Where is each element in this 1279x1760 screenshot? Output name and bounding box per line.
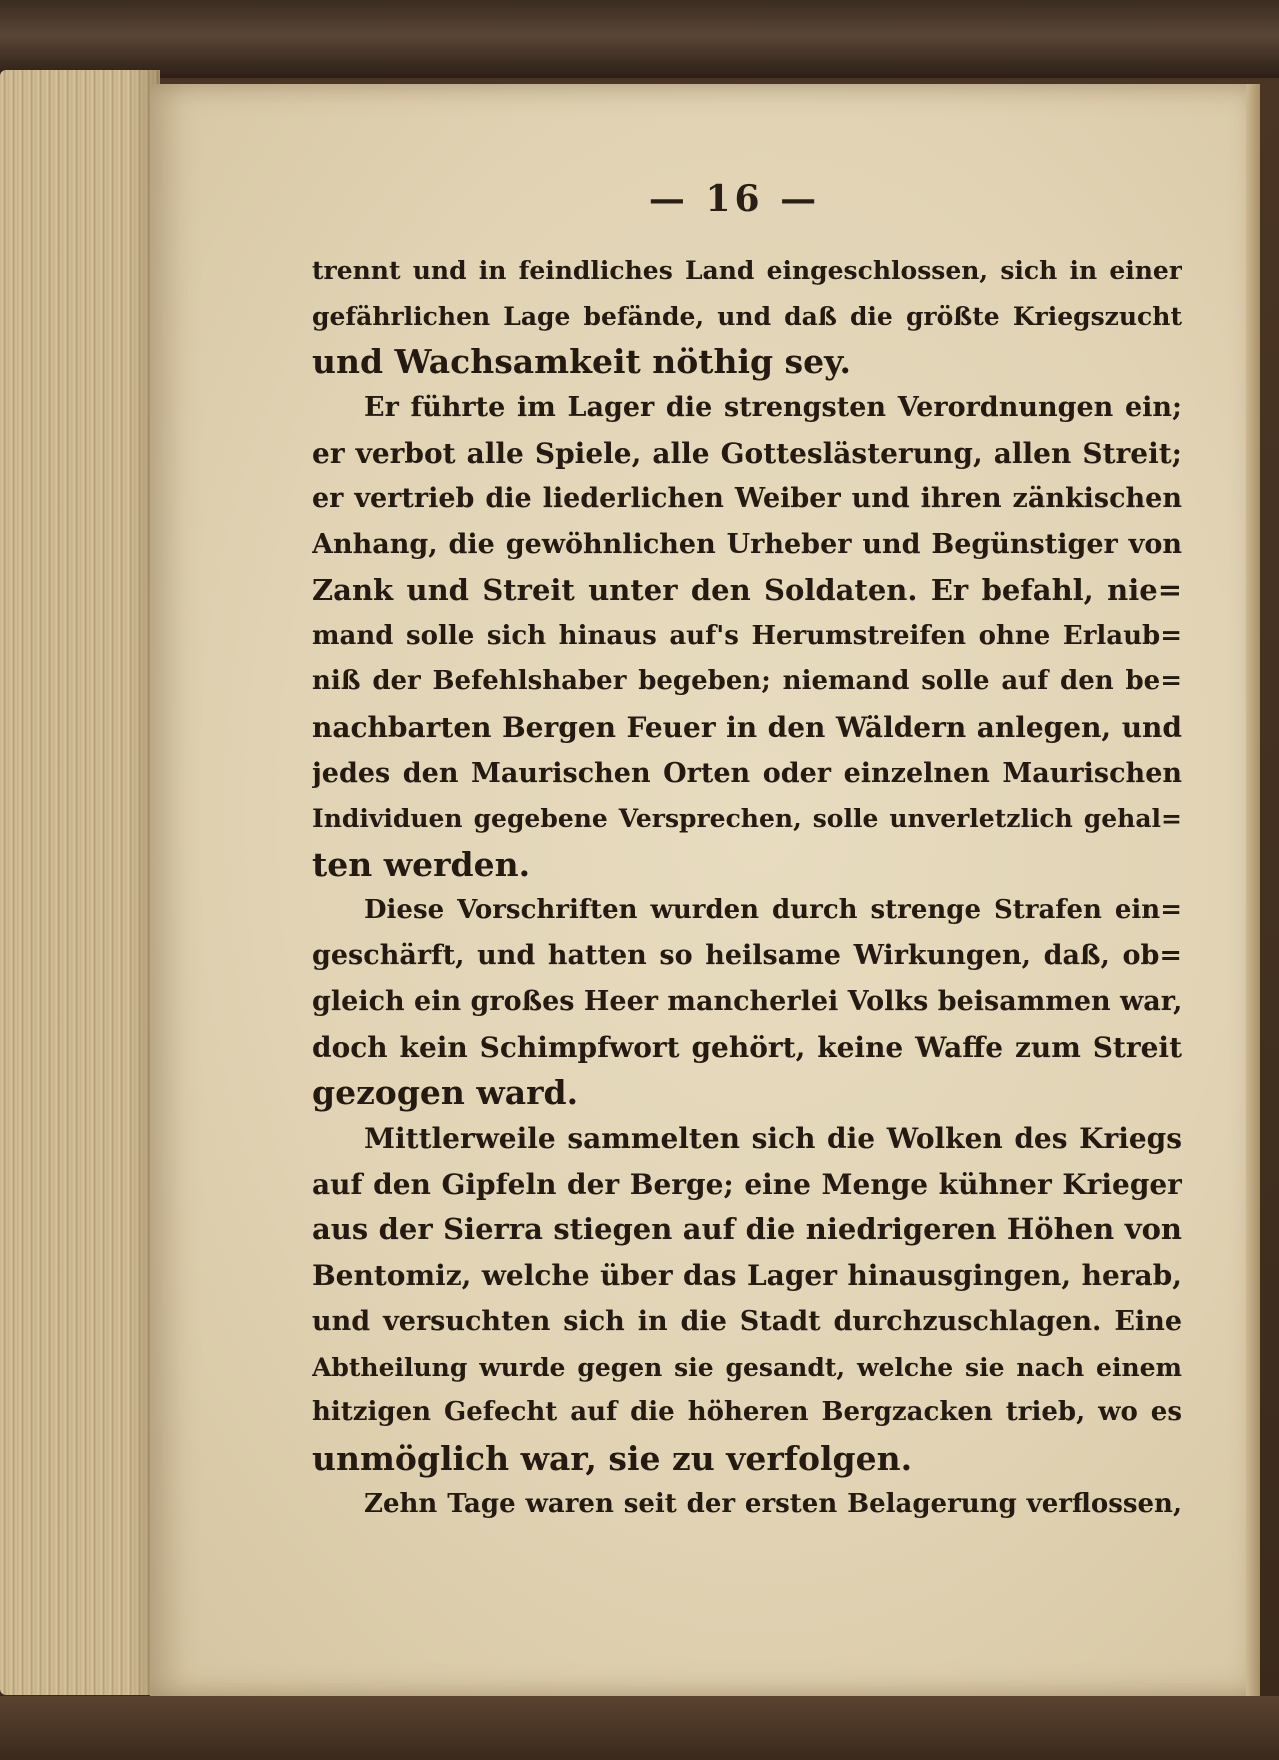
text-line: gefährlichen Lage befände, und daß die größte Kriegszucht (312, 301, 1182, 331)
text-line: Zank und Streit unter den Soldaten. Er befahl, nie= (312, 572, 1182, 607)
text-line: gezogen ward. (312, 1073, 579, 1113)
text-line: Mittlerweile sammelten sich die Wolken des Kriegs (364, 1122, 1182, 1156)
text-line: unmöglich war, sie zu verfolgen. (312, 1438, 913, 1478)
text-line: Abtheilung wurde gegen sie gesandt, welche sie nach einem (312, 1352, 1182, 1382)
page-right-edge (1246, 84, 1260, 1696)
text-line: ten werden. (312, 844, 531, 884)
text-line: aus der Sierra stiegen auf die niedrigeren Höhen von (312, 1212, 1182, 1247)
page-number: — 16 — (648, 178, 821, 220)
text-line: er verbot alle Spiele, alle Gotteslästerung, allen Streit; (312, 436, 1182, 470)
text-line: auf den Gipfeln der Berge; eine Menge kühner Krieger (312, 1167, 1182, 1201)
text-line: Er führte im Lager die strengsten Verordnungen ein; (364, 392, 1182, 424)
page-stack-edges (0, 70, 160, 1695)
text-line: und versuchten sich in die Stadt durchzuschlagen. Eine (312, 1305, 1182, 1337)
book-binding (0, 0, 1279, 78)
text-line: nachbarten Bergen Feuer in den Wäldern anlegen, und (312, 710, 1182, 744)
book-bottom-shadow (0, 1696, 1279, 1760)
text-line: Diese Vorschriften wurden durch strenge Strafen ein= (364, 894, 1182, 925)
text-line: und Wachsamkeit nöthig sey. (312, 342, 852, 382)
text-line: Bentomiz, welche über das Lager hinausgingen, herab, (312, 1259, 1182, 1293)
text-line: trennt und in feindliches Land eingeschlossen, sich in einer (312, 256, 1182, 285)
text-line: jedes den Maurischen Orten oder einzelnen Maurischen (312, 757, 1182, 789)
text-line: Individuen gegebene Versprechen, solle unverletzlich gehal= (312, 804, 1182, 834)
text-line: Anhang, die gewöhnlichen Urheber und Begünstiger von (312, 529, 1182, 561)
text-line: geschärft, und hatten so heilsame Wirkungen, daß, ob= (312, 940, 1182, 972)
body-text (312, 248, 1182, 1527)
text-line: mand solle sich hinaus auf's Herumstreifen ohne Erlaub= (312, 620, 1182, 651)
text-line: gleich ein großes Heer mancherlei Volks beisammen war, (312, 986, 1182, 1017)
text-line: niß der Befehlshaber begeben; niemand solle auf den be= (312, 666, 1182, 697)
text-line: hitzigen Gefecht auf die höheren Bergzacken trieb, wo es (312, 1397, 1182, 1428)
text-line: Zehn Tage waren seit der ersten Belagerung verflossen, (364, 1488, 1182, 1519)
text-line: er vertrieb die liederlichen Weiber und ihren zänkischen (312, 483, 1182, 515)
text-line: doch kein Schimpfwort gehört, keine Waffe zum Streit (312, 1030, 1182, 1064)
